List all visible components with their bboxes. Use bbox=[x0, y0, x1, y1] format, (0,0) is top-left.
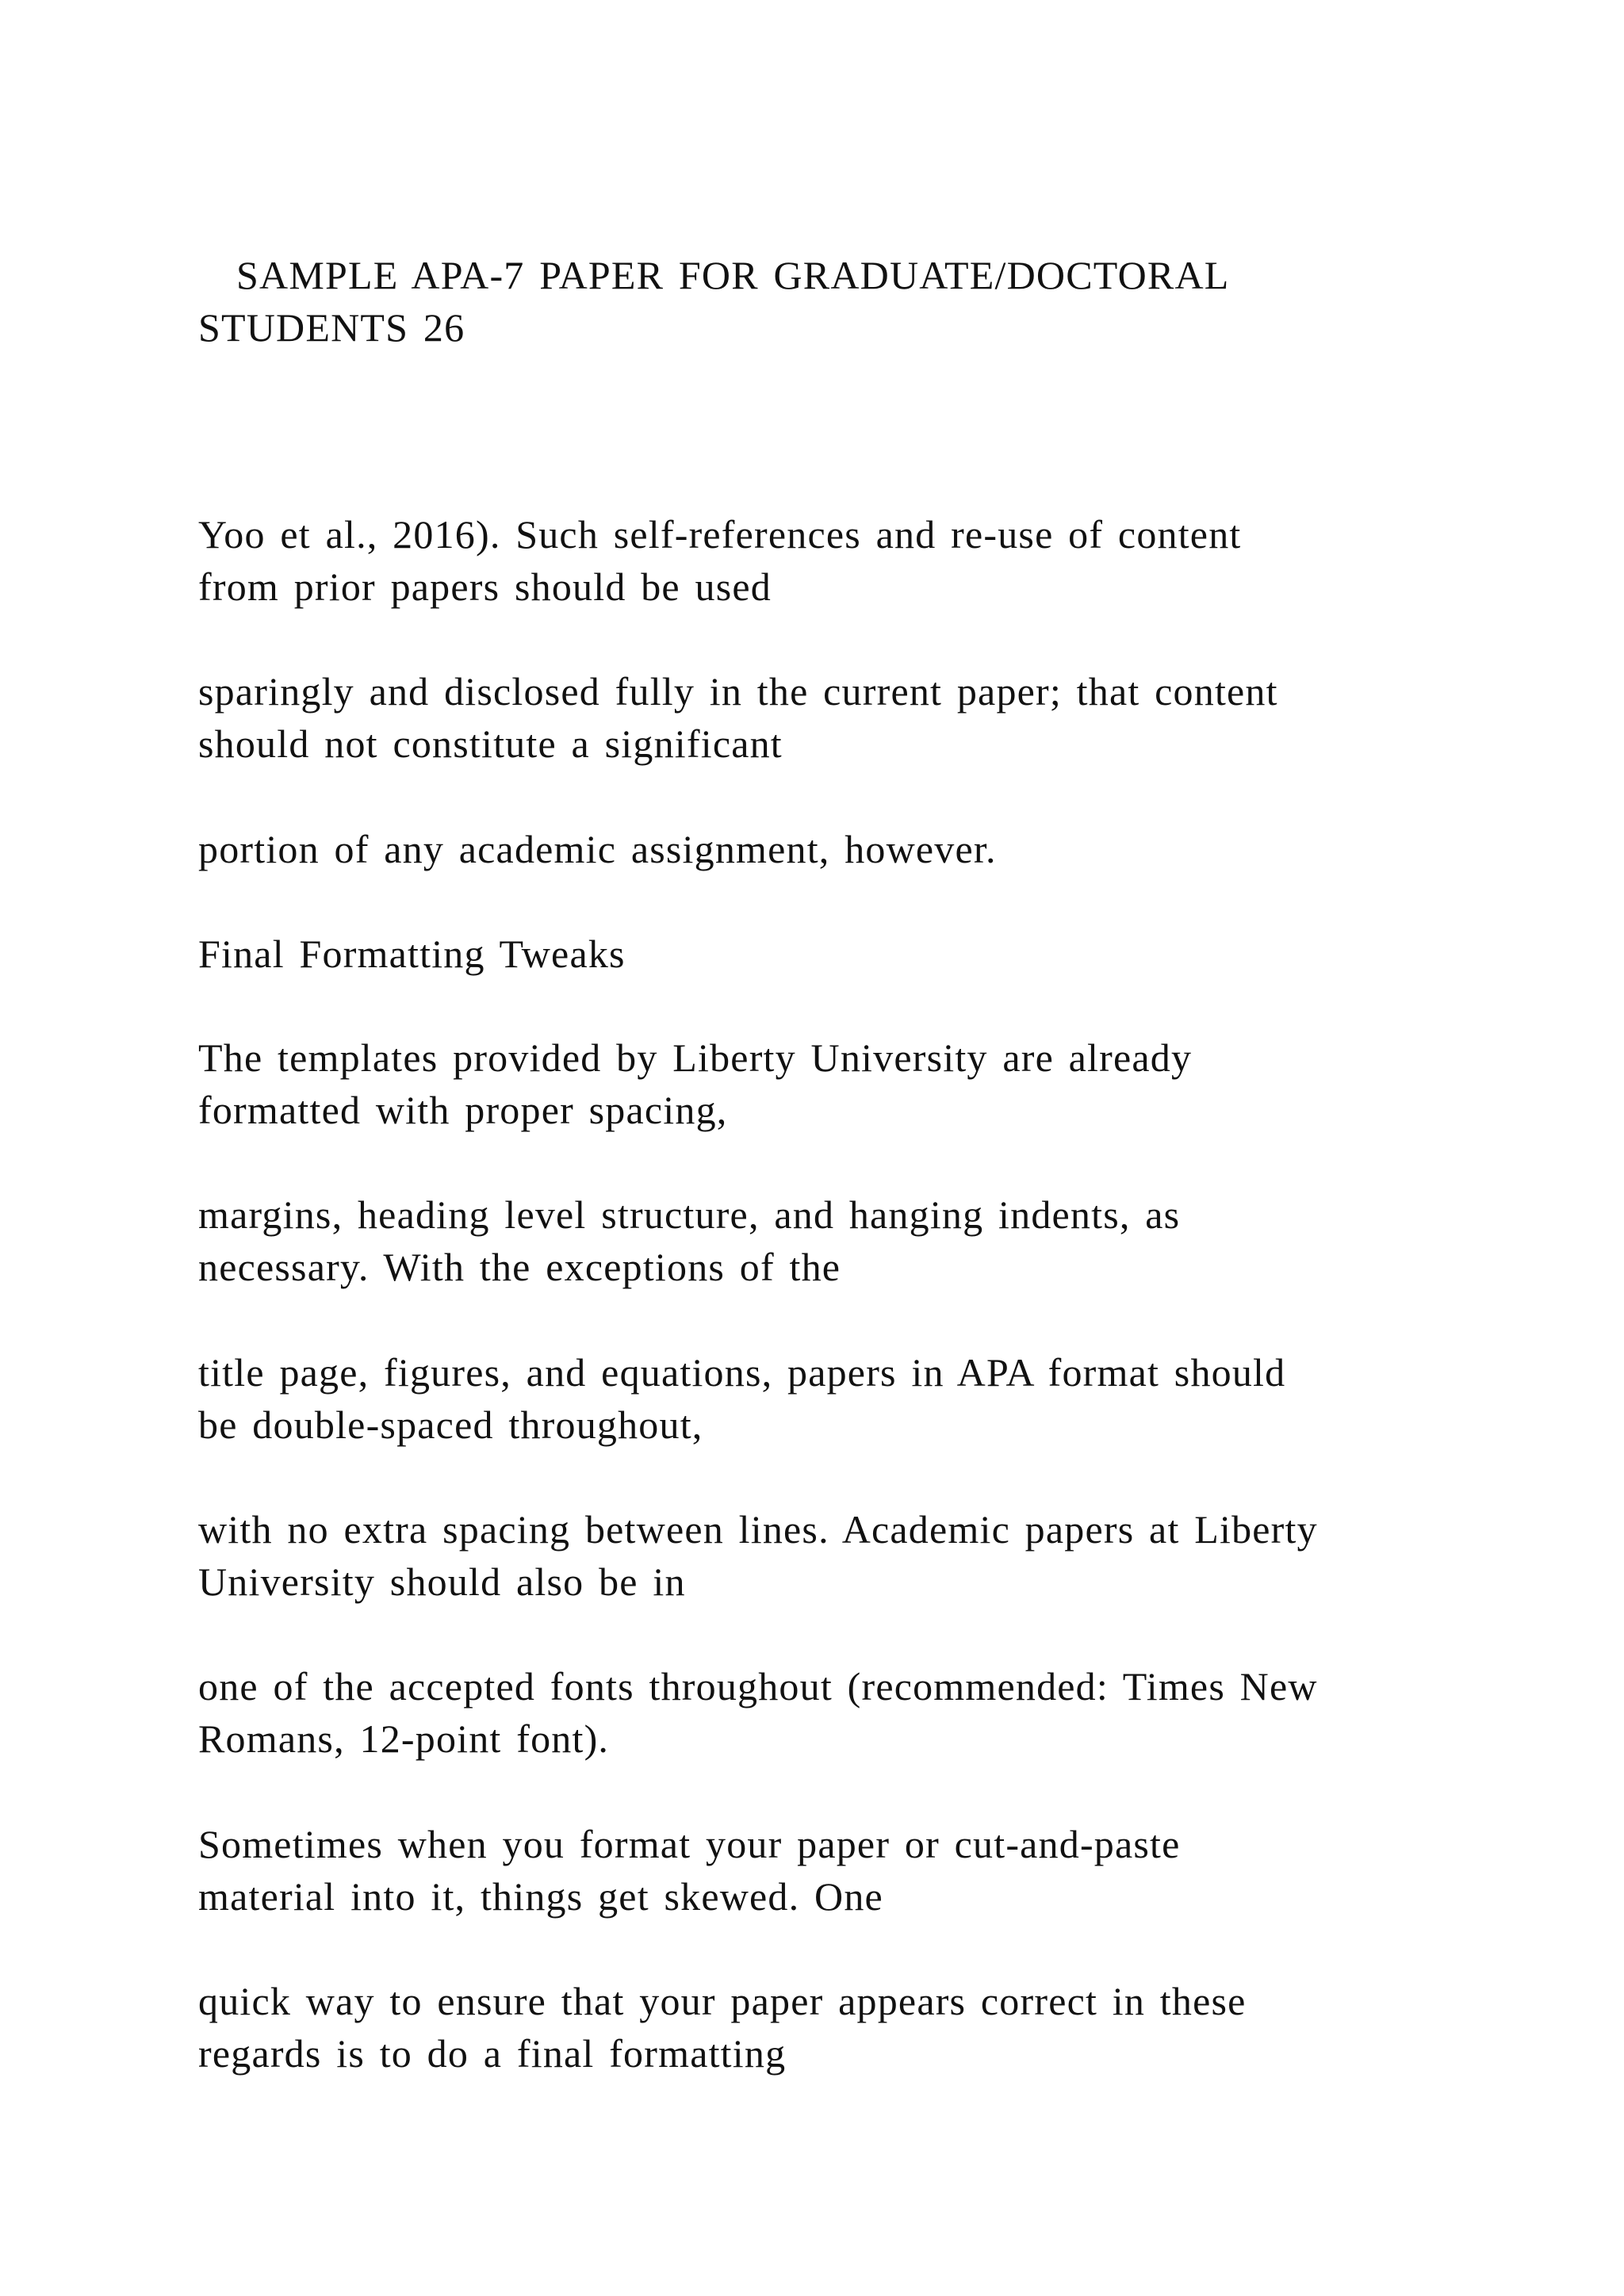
text-line: The templates provided by Liberty University are already bbox=[198, 1035, 1193, 1080]
text-line: Yoo et al., 2016). Such self-references and re-use of content bbox=[198, 512, 1242, 557]
running-head-line: STUDENTS 26 bbox=[198, 305, 465, 350]
body-paragraph bbox=[198, 665, 1467, 770]
text-line: margins, heading level structure, and hanging indents, as bbox=[198, 1192, 1181, 1237]
text-line: Sometimes when you format your paper or cut-and-paste bbox=[198, 1822, 1181, 1866]
text-line: necessary. With the exceptions of the bbox=[198, 1245, 841, 1289]
text-line: regards is to do a final formatting bbox=[198, 2031, 787, 2076]
body-paragraph bbox=[198, 1503, 1467, 1608]
text-line: should not constitute a significant bbox=[198, 721, 783, 766]
body-paragraph bbox=[198, 1818, 1467, 1923]
body-paragraph bbox=[198, 823, 1467, 875]
body-paragraph bbox=[198, 1346, 1467, 1451]
body-paragraph bbox=[198, 1975, 1467, 2080]
text-line: be double-spaced throughout, bbox=[198, 1402, 703, 1447]
text-line: portion of any academic assignment, however. bbox=[198, 827, 997, 871]
running-head bbox=[198, 249, 1467, 354]
text-line: quick way to ensure that your paper appears correct in these bbox=[198, 1979, 1247, 2023]
body-paragraph bbox=[198, 1031, 1467, 1136]
text-line: title page, figures, and equations, papers in APA format should bbox=[198, 1350, 1286, 1395]
text-line: University should also be in bbox=[198, 1559, 686, 1604]
text-line: with no extra spacing between lines. Academic papers at Liberty bbox=[198, 1507, 1318, 1552]
text-line: one of the accepted fonts throughout (recommended: Times New bbox=[198, 1664, 1318, 1709]
text-line: from prior papers should be used bbox=[198, 564, 772, 609]
text-line: formatted with proper spacing, bbox=[198, 1088, 728, 1132]
body-paragraph bbox=[198, 1660, 1467, 1765]
body-paragraph bbox=[198, 1188, 1467, 1293]
text-line: material into it, things get skewed. One bbox=[198, 1874, 883, 1919]
text-line: Romans, 12-point font). bbox=[198, 1716, 610, 1761]
section-heading bbox=[198, 928, 1467, 980]
text-line: sparingly and disclosed fully in the current paper; that content bbox=[198, 669, 1278, 714]
body-paragraph bbox=[198, 508, 1467, 613]
running-head-line: SAMPLE APA-7 PAPER FOR GRADUATE/DOCTORAL bbox=[236, 253, 1230, 297]
heading-text: Final Formatting Tweaks bbox=[198, 932, 626, 976]
